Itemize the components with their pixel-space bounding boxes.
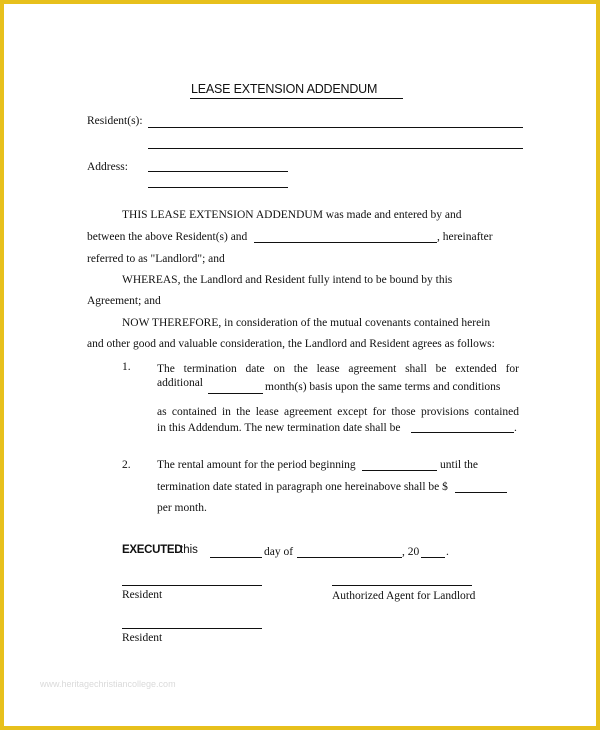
intro-line-1: THIS LEASE EXTENSION ADDENDUM was made and entered by and: [122, 209, 462, 221]
item2-line-1a: The rental amount for the period beginning: [157, 459, 356, 471]
residents-label: Resident(s):: [87, 115, 143, 127]
item1-line-3: as contained in the lease agreement except for those provisions contained: [157, 406, 519, 418]
item1-line-2b: month(s) basis upon the same terms and conditions: [265, 381, 501, 393]
document-title: LEASE EXTENSION ADDENDUM: [191, 82, 378, 96]
agent-signature-line[interactable]: [332, 585, 472, 586]
resident-signature-line-1[interactable]: [122, 585, 262, 586]
item1-line-4a: in this Addendum. The new termination date shall be: [157, 422, 401, 434]
executed-year-line[interactable]: [421, 557, 445, 558]
executed-year-label: , 20: [402, 546, 420, 558]
item1-number: 1.: [122, 361, 131, 373]
resident-signature-line-2[interactable]: [122, 628, 262, 629]
address-label: Address:: [87, 161, 128, 173]
executed-day-of: day of: [264, 546, 294, 558]
item2-line-3: per month.: [157, 502, 207, 514]
intro-line-2b: , hereinafter: [437, 231, 493, 243]
watermark-text: www.heritagechristiancollege.com: [40, 679, 176, 689]
item2-number: 2.: [122, 459, 131, 471]
rental-amount-line[interactable]: [455, 492, 507, 493]
intro-line-6: NOW THEREFORE, in consideration of the mutual covenants contained herein: [122, 317, 491, 329]
executed-label: EXECUTED: [122, 544, 183, 556]
intro-line-3: referred to as "Landlord"; and: [87, 253, 225, 265]
executed-day-line[interactable]: [210, 557, 262, 558]
item1-line-2a: additional: [157, 377, 203, 389]
residents-line-1[interactable]: [148, 127, 523, 128]
intro-line-5: Agreement; and: [87, 295, 161, 307]
intro-line-4: WHEREAS, the Landlord and Resident fully intend to be bound by this: [122, 274, 453, 286]
executed-period: .: [446, 546, 449, 558]
item1-line-4b: .: [514, 422, 517, 434]
item1-line-1: The termination date on the lease agreement shall be extended for: [157, 363, 519, 375]
agent-label: Authorized Agent for Landlord: [332, 590, 476, 602]
resident-label-2: Resident: [122, 632, 163, 644]
title-underline: [190, 98, 403, 99]
residents-line-2[interactable]: [148, 148, 523, 149]
intro-line-7: and other good and valuable consideration, the Landlord and Resident agrees as follows:: [87, 338, 495, 350]
new-termination-date-line[interactable]: [411, 432, 514, 433]
landlord-name-line[interactable]: [254, 242, 437, 243]
item2-line-1b: until the: [440, 459, 479, 471]
period-beginning-line[interactable]: [362, 470, 437, 471]
executed-month-line[interactable]: [297, 557, 402, 558]
address-line-2[interactable]: [148, 187, 288, 188]
months-line[interactable]: [208, 393, 263, 394]
address-line-1[interactable]: [148, 171, 288, 172]
executed-this: this: [180, 544, 198, 556]
intro-line-2a: between the above Resident(s) and: [87, 231, 248, 243]
document-page: [4, 4, 596, 726]
resident-label-1: Resident: [122, 589, 163, 601]
item2-line-2a: termination date stated in paragraph one hereinabove shall be $: [157, 481, 448, 493]
